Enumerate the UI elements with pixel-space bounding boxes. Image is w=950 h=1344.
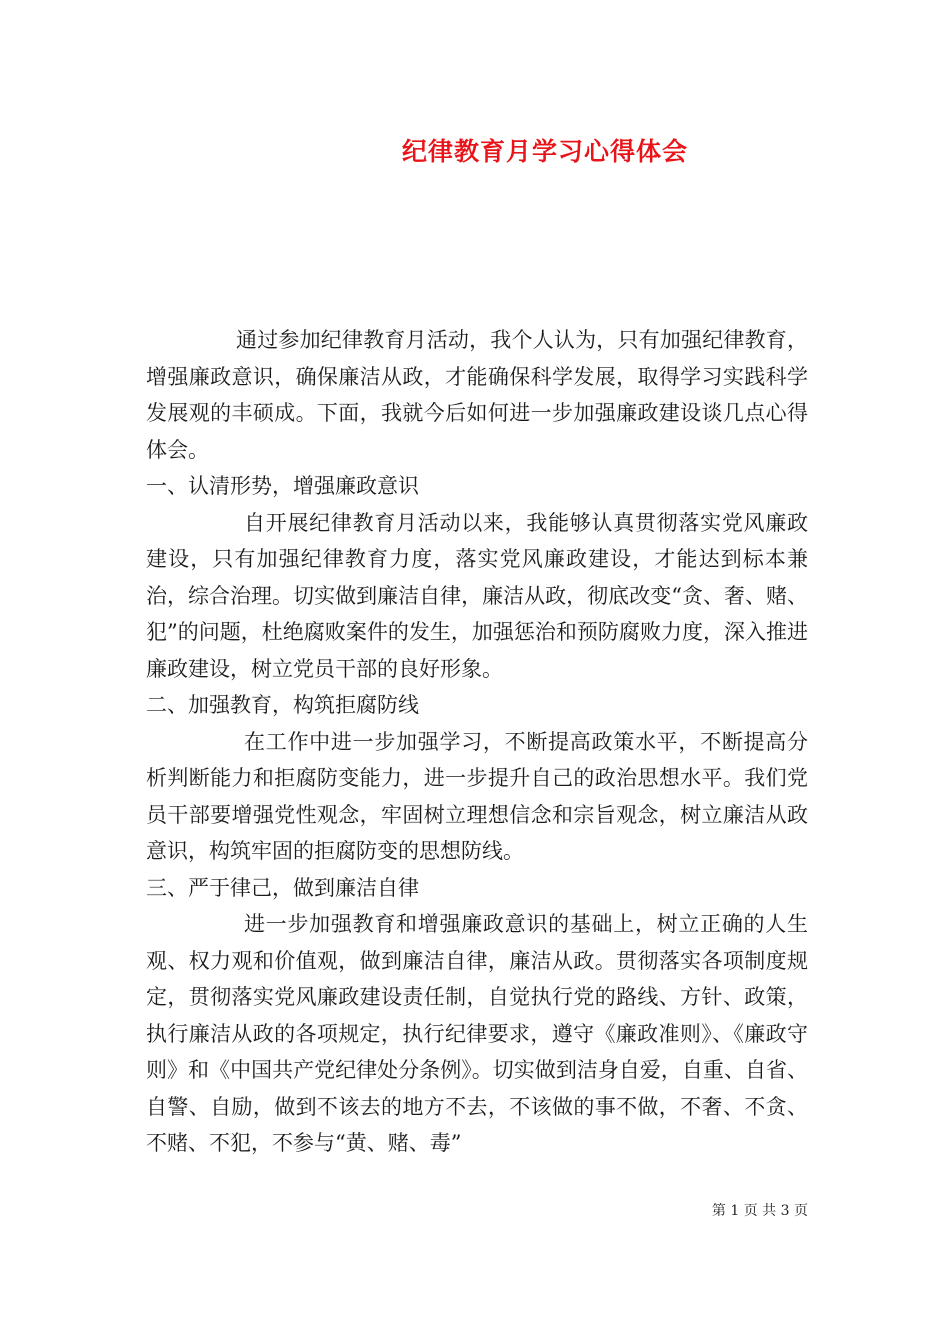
section-2-paragraph: 在工作中进一步加强学习，不断提高政策水平，不断提高分析判断能力和拒腐防变能力，进一步提升自己的政治思想水平。我们党员干部要增强党性观念，牢固树立理想信念和宗旨观念，树立廉洁从政意识，构筑牢固的拒腐防变的思想防线。 <box>146 729 808 863</box>
document-body <box>146 322 808 1162</box>
section-3-heading: 三、严于律己，做到廉洁自律 <box>146 875 419 900</box>
section-1-heading: 一、认清形势，增强廉政意识 <box>146 474 419 498</box>
intro-paragraph: 通过参加纪律教育月活动，我个人认为，只有加强纪律教育，增强廉政意识，确保廉洁从政，才能确保科学发展，取得学习实践科学发展观的丰硕成。下面，我就今后如何进一步加强廉政建设谈几点心得体会。 <box>146 328 808 462</box>
section-3-paragraph: 进一步加强教育和增强廉政意识的基础上，树立正确的人生观、权力观和价值观，做到廉洁自律，廉洁从政。贯彻落实各项制度规定，贯彻落实党风廉政建设责任制，自觉执行党的路线、方针、政策，执行廉洁从政的各项规定，执行纪律要求，遵守《廉政准则》、《廉政守则》和《中国共产党纪律处分条例》。切实做到洁身自爱，自重、自省、自警、自励，做到不该去的地方不去，不该做的事不做，不奢、不贪、不赌、不犯，不参与“黄、赌、毒” <box>146 912 808 1155</box>
document-title: 纪律教育月学习心得体会 <box>401 137 688 166</box>
section-1-paragraph: 自开展纪律教育月活动以来，我能够认真贯彻落实党风廉政建设，只有加强纪律教育力度，落实党风廉政建设，才能达到标本兼治，综合治理。切实做到廉洁自律，廉洁从政，彻底改变“贪、奢、赌、犯”的问题，杜绝腐败案件的发生，加强惩治和预防腐败力度，深入推进廉政建设，树立党员干部的良好形象。 <box>146 510 808 681</box>
page-number-footer: 第 1 页 共 3 页 <box>711 1203 808 1219</box>
section-2-heading: 二、加强教育，构筑拒腐防线 <box>146 693 419 717</box>
